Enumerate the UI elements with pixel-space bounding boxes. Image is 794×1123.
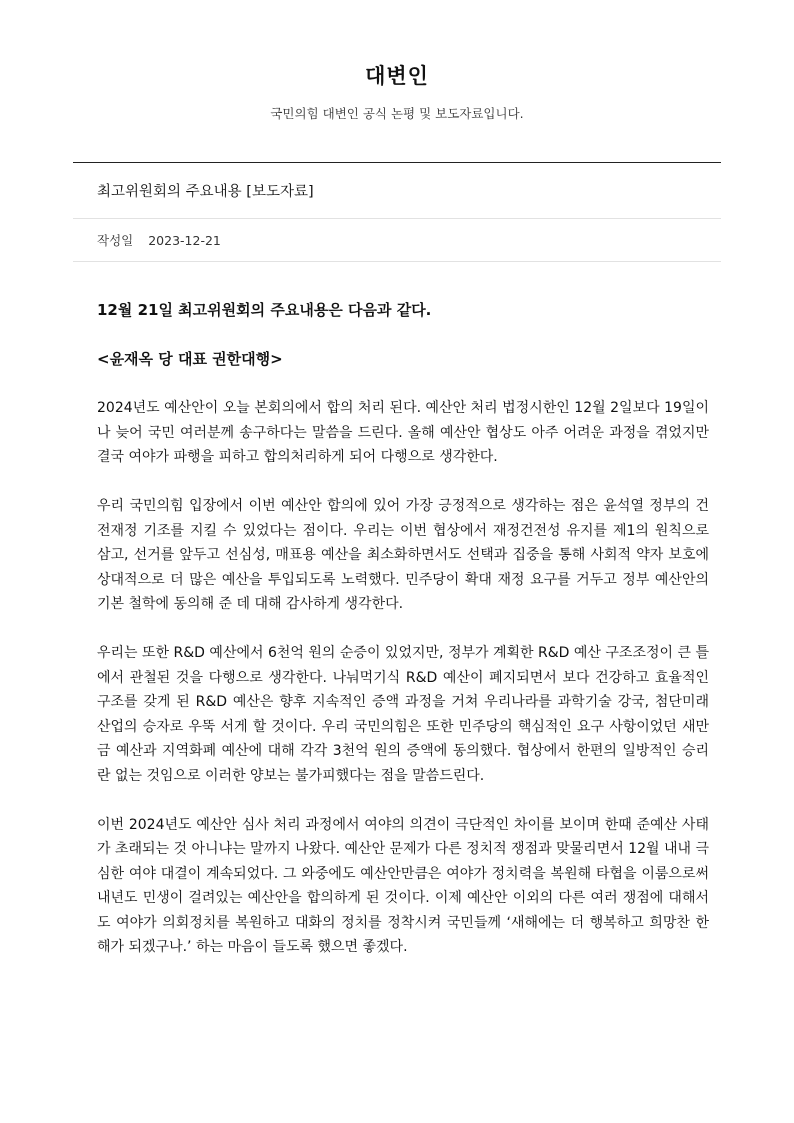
site-subtitle: 국민의힘 대변인 공식 논평 및 보도자료입니다. xyxy=(270,106,524,121)
article-paragraph: 이번 2024년도 예산안 심사 처리 과정에서 여야의 의견이 극단적인 차이를 보이며 한때 준예산 사태가 초래되는 것 아니냐는 말까지 나왔다. 예산안 문제가 다른 정치적 쟁점과 맞물리면서 12월 내내 극심한 여야 대결이 계속되었다. 그 와중에도 예산안만큼은 여야가 정치력을 복원해 타협을 이룸으로써 내년도 민생이 걸려있는 예산안을 합의하게 된 것이다. 이제 예산안 이외의 다른 여러 쟁점에 대해서도 여야가 의회정치를 복원하고 대화의 정치를 정착시켜 국민들께 ‘새해에는 더 행복하고 희망찬 한 해가 되겠구나.’ 하는 마음이 들도록 했으면 좋겠다. xyxy=(97,816,710,955)
post-date: 2023-12-21 xyxy=(148,232,221,248)
post-title-row xyxy=(73,163,721,219)
article-paragraph: 2024년도 예산안이 오늘 본회의에서 합의 처리 된다. 예산안 처리 법정시한인 12월 2일보다 19일이나 늦어 국민 여러분께 송구하다는 말씀을 드린다. 올해 예산안 협상도 아주 어려운 과정을 겪었지만 결국 여야가 파행을 피하고 합의처리하게 되어 다행으로 생각한다. xyxy=(97,400,709,465)
site-header xyxy=(0,0,794,123)
post-meta xyxy=(73,219,721,262)
post-title: 최고위원회의 주요내용 [보도자료] xyxy=(97,184,314,200)
article-paragraph: 우리 국민의힘 입장에서 이번 예산안 합의에 있어 가장 긍정적으로 생각하는 점은 윤석열 정부의 건전재정 기조를 지킬 수 있었다는 점이다. 우리는 이번 협상에서 재정건전성 유지를 제1의 원칙으로 삼고, 선거를 앞두고 선심성, 매표용 예산을 최소화하면서도 선택과 집중을 통해 사회적 약자 보호에 상대적으로 더 많은 예산을 투입되도록 노력했다. 민주당이 확대 재정 요구를 거두고 정부 예산안의 기본 철학에 동의해 준 데 대해 감사하게 생각한다. xyxy=(97,498,709,612)
article-paragraph: 우리는 또한 R&D 예산에서 6천억 원의 순증이 있었지만, 정부가 계획한 R&D 예산 구조조정이 큰 틀에서 관철된 것을 다행으로 생각한다. 나눠먹기식 R&D 예산이 폐지되면서 보다 건강하고 효율적인 구조를 갖게 된 R&D 예산은 향후 지속적인 증액 과정을 거쳐 우리나라를 과학기술 강국, 첨단미래 산업의 승자로 우뚝 서게 할 것이다. 우리 국민의힘은 또한 민주당의 핵심적인 요구 사항이었던 새만금 예산과 지역화폐 예산에 대해 각각 3천억 원의 증액에 동의했다. 협상에서 한편의 일방적인 승리란 없는 것임으로 이러한 양보는 불가피했다는 점을 말씀드린다. xyxy=(97,645,709,784)
article-body xyxy=(97,298,709,984)
site-title: 대변인 xyxy=(365,64,429,88)
date-label: 작성일 xyxy=(97,233,134,248)
article-lead: 12월 21일 최고위원회의 주요내용은 다음과 같다. xyxy=(97,301,432,319)
speaker-heading: <윤재옥 당 대표 권한대행> xyxy=(97,350,283,368)
